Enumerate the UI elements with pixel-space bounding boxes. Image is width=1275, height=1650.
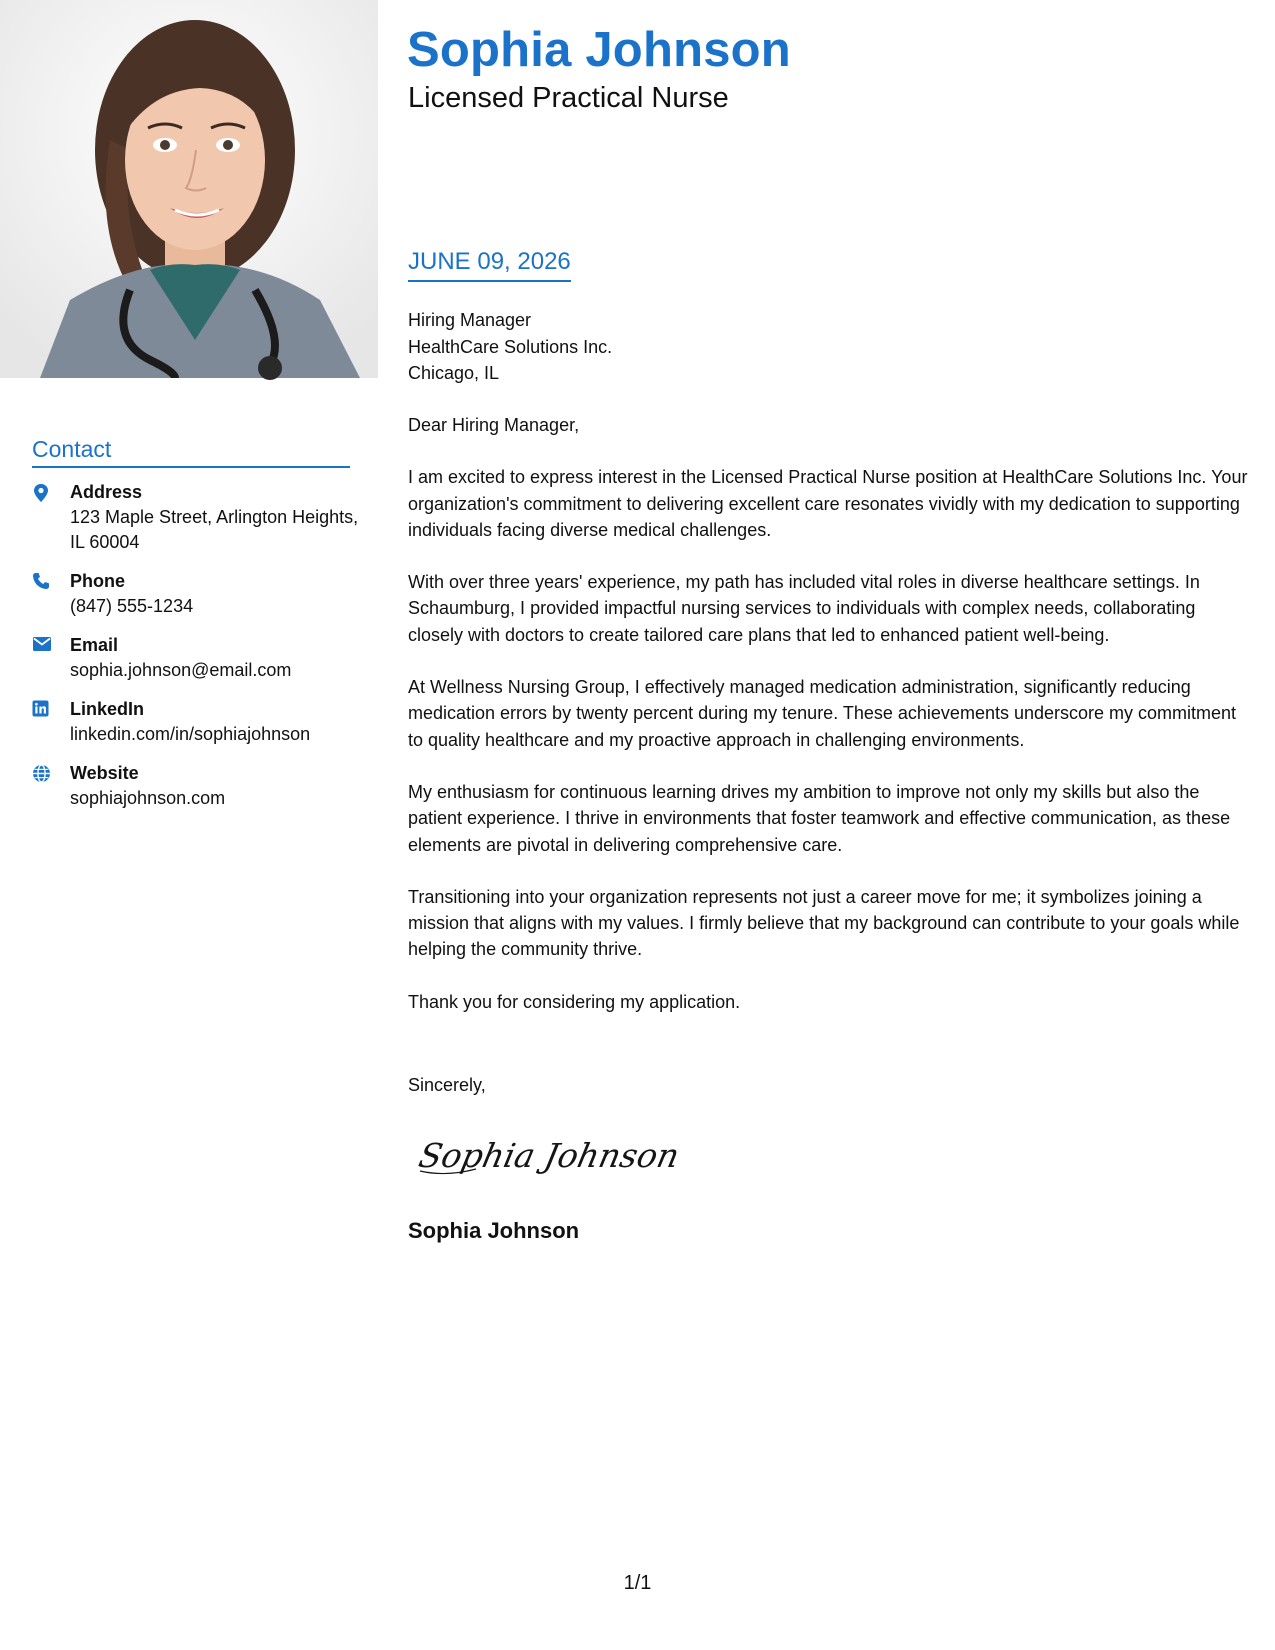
job-title: Licensed Practical Nurse bbox=[408, 82, 729, 114]
contact-label: LinkedIn bbox=[70, 699, 145, 719]
recipient-line: HealthCare Solutions Inc. bbox=[408, 336, 613, 357]
contact-value: (847) 555-1234 bbox=[70, 596, 194, 616]
contact-phone bbox=[32, 569, 362, 619]
globe-icon bbox=[32, 761, 70, 811]
recipient-block bbox=[408, 307, 1248, 387]
contact-label: Email bbox=[70, 635, 119, 655]
linkedin-icon bbox=[32, 697, 70, 747]
letter-paragraph: My enthusiasm for continuous learning drives my ambition to improve not only my skills but also the patient experience. I thrive in environments that foster teamwork and effective communication, as these elements are pivotal in delivering comprehensive care. bbox=[408, 781, 1231, 855]
recipient-line: Hiring Manager bbox=[408, 310, 532, 330]
svg-text:Sophia Johnson: Sophia Johnson bbox=[415, 1136, 683, 1175]
contact-value: sophia.johnson@email.com bbox=[70, 660, 292, 680]
salutation: Dear Hiring Manager, bbox=[408, 415, 580, 435]
letter-paragraph: Transitioning into your organization represents not just a career move for me; it symbolizes joining a mission that aligns with my values. I firmly believe that my background can contribute to your goals while helping the community thrive. bbox=[408, 886, 1240, 960]
contact-heading: Contact bbox=[32, 436, 350, 468]
letter-date: JUNE 09, 2026 bbox=[408, 248, 571, 282]
letter-paragraph: With over three years' experience, my path has included vital roles in diverse healthcare settings. In Schaumburg, I provided impactful nursing services to individuals with complex needs, collaborating closely with doctors to create tailored care plans that led to enhanced patient well-being. bbox=[408, 572, 1200, 645]
contact-value: linkedin.com/in/sophiajohnson bbox=[70, 724, 311, 744]
handwritten-signature bbox=[415, 1125, 683, 1185]
letter-body bbox=[408, 412, 1248, 1041]
contact-label: Website bbox=[70, 763, 139, 783]
envelope-icon bbox=[32, 633, 70, 683]
contact-email bbox=[32, 633, 362, 683]
contact-list bbox=[32, 480, 362, 825]
contact-address bbox=[32, 480, 362, 555]
profile-photo bbox=[0, 0, 378, 378]
letter-paragraph: Thank you for considering my application. bbox=[408, 991, 741, 1012]
phone-icon bbox=[32, 569, 70, 619]
recipient-line: Chicago, IL bbox=[408, 363, 500, 383]
page-number: 1/1 bbox=[623, 1572, 652, 1594]
closing: Sincerely, bbox=[408, 1075, 486, 1095]
contact-value: 123 Maple Street, Arlington Heights, IL 60004 bbox=[70, 507, 359, 552]
applicant-name: Sophia Johnson bbox=[407, 23, 791, 77]
contact-label: Phone bbox=[70, 571, 126, 591]
map-pin-icon bbox=[32, 480, 70, 555]
contact-value: sophiajohnson.com bbox=[70, 788, 226, 808]
letter-paragraph: I am excited to express interest in the Licensed Practical Nurse position at HealthCare Solutions Inc. Your organization's commitment to delivering excellent care resonates vividly with my dedication to supporting individuals facing diverse medical challenges. bbox=[408, 467, 1248, 540]
letter-paragraph: At Wellness Nursing Group, I effectively managed medication administration, significantly reducing medication errors by twenty percent during my tenure. These achievements underscore my commitment to quality healthcare and my proactive approach in challenging environments. bbox=[408, 677, 1237, 750]
contact-label: Address bbox=[70, 482, 143, 502]
contact-website bbox=[32, 761, 362, 811]
signed-name: Sophia Johnson bbox=[408, 1218, 580, 1243]
contact-linkedin bbox=[32, 697, 362, 747]
